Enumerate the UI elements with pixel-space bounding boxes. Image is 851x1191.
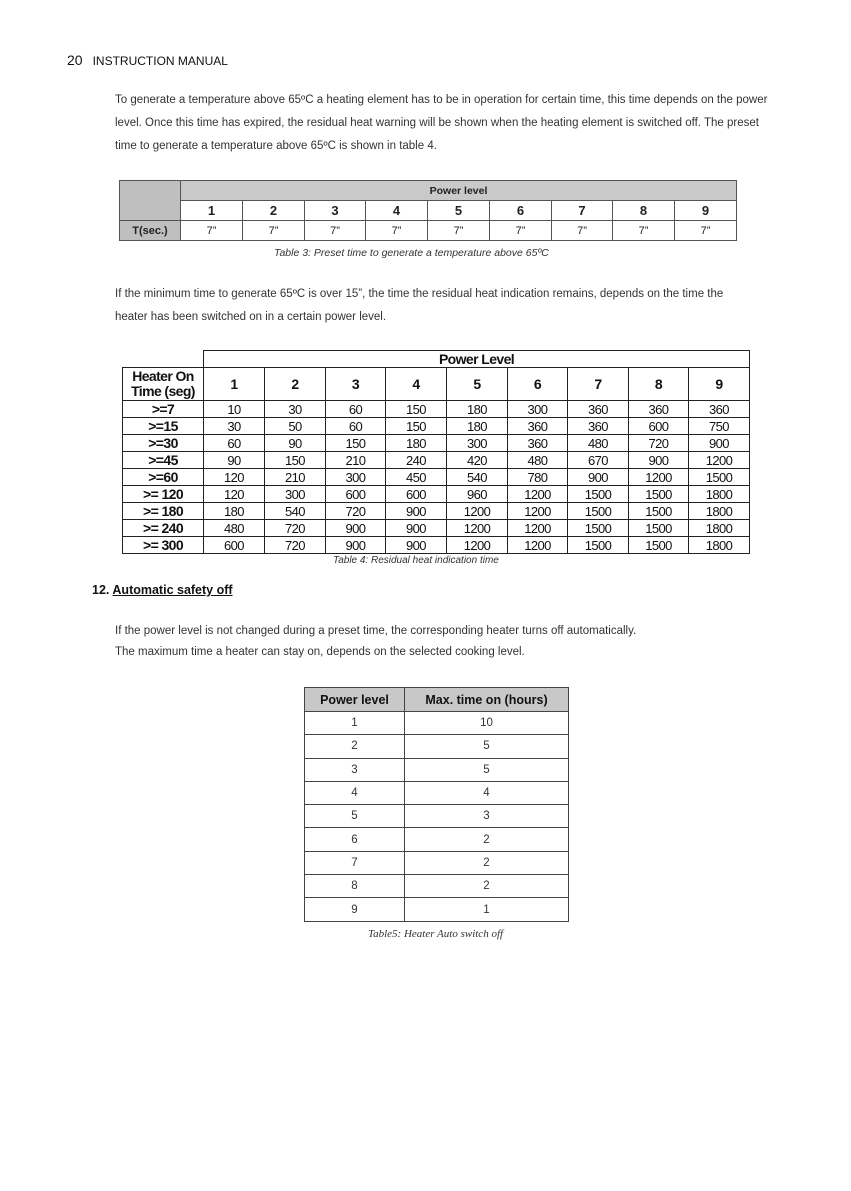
table4-level-header: 3 — [326, 368, 386, 401]
table4-row-label: >= 180 — [123, 503, 204, 520]
table4-cell: 300 — [265, 486, 326, 503]
manual-title: INSTRUCTION MANUAL — [92, 54, 228, 68]
table4-cell: 1500 — [689, 469, 750, 486]
table4-cell: 720 — [265, 520, 326, 537]
table4-cell: 120 — [204, 469, 265, 486]
table3-level-header: 6 — [490, 201, 552, 221]
table4-cell: 600 — [629, 418, 689, 435]
table4-cell: 540 — [447, 469, 508, 486]
table3-level-header: 4 — [366, 201, 428, 221]
table4-cell: 150 — [386, 401, 447, 418]
table4-cell: 60 — [326, 401, 386, 418]
auto-switch-off-table — [304, 687, 569, 922]
table4-cell: 150 — [326, 435, 386, 452]
table4-cell: 30 — [265, 401, 326, 418]
table-row — [123, 418, 750, 435]
table4-cell: 300 — [447, 435, 508, 452]
table4-cell: 1500 — [568, 537, 629, 554]
table5-level-cell: 1 — [305, 712, 405, 735]
table4-cell: 1200 — [629, 469, 689, 486]
table4-row-label: >= 240 — [123, 520, 204, 537]
table4-cell: 900 — [386, 537, 447, 554]
table-row — [305, 781, 569, 804]
table4-corner-line2: Time (seg) — [131, 383, 195, 399]
table5-level-cell: 6 — [305, 828, 405, 851]
table4-cell: 360 — [508, 418, 568, 435]
table4-cell: 150 — [386, 418, 447, 435]
table3-level-header: 2 — [243, 201, 305, 221]
table-row — [123, 520, 750, 537]
minimum-time-paragraph: If the minimum time to generate 65ºC is over 15”, the time the residual heat indication remains, depends on the time the heater has been switched on in a certain power level. — [115, 288, 724, 323]
table4-row-label: >= 300 — [123, 537, 204, 554]
table4-cell: 1500 — [629, 537, 689, 554]
table5-col1-header: Power level — [305, 688, 405, 712]
table4-caption: Table 4: Residual heat indication time — [333, 555, 499, 566]
table3-level-header: 9 — [675, 201, 737, 221]
page-header — [67, 52, 228, 68]
table5-hours-cell: 3 — [405, 805, 569, 828]
table4-cell: 1500 — [629, 486, 689, 503]
table-row — [123, 401, 750, 418]
table-row — [123, 435, 750, 452]
table4-row-label: >=15 — [123, 418, 204, 435]
table4-level-header: 9 — [689, 368, 750, 401]
table3-level-header: 7 — [552, 201, 613, 221]
table4-cell: 420 — [447, 452, 508, 469]
table4-cell: 600 — [204, 537, 265, 554]
table4-cell: 10 — [204, 401, 265, 418]
table-row — [123, 503, 750, 520]
table4-cell: 1200 — [447, 520, 508, 537]
table4-cell: 900 — [629, 452, 689, 469]
table3-caption: Table 3: Preset time to generate a temperature above 65ºC — [274, 247, 549, 259]
table5-level-cell: 4 — [305, 781, 405, 804]
table4-cell: 670 — [568, 452, 629, 469]
table3-group-header: Power level — [181, 181, 737, 201]
table4-cell: 1500 — [568, 520, 629, 537]
table4-cell: 180 — [447, 401, 508, 418]
page-number: 20 — [67, 52, 83, 68]
table4-cell: 480 — [508, 452, 568, 469]
table4-cell: 360 — [689, 401, 750, 418]
table5-hours-cell: 5 — [405, 758, 569, 781]
table4-cell: 1500 — [568, 486, 629, 503]
auto-off-paragraph-1: If the power level is not changed during a preset time, the corresponding heater turns off automatically. — [115, 625, 637, 637]
table5-level-cell: 9 — [305, 898, 405, 921]
table4-level-header: 1 — [204, 368, 265, 401]
table3-cell: 7” — [490, 221, 552, 241]
table4-cell: 1200 — [508, 486, 568, 503]
table4-group-header: Power Level — [204, 351, 750, 368]
table4-row-label: >= 120 — [123, 486, 204, 503]
table5-hours-cell: 10 — [405, 712, 569, 735]
table3-level-header: 3 — [305, 201, 366, 221]
table5-level-cell: 8 — [305, 875, 405, 898]
preset-time-table — [119, 180, 737, 241]
table3-cell: 7” — [366, 221, 428, 241]
table-row — [305, 828, 569, 851]
table-row — [305, 712, 569, 735]
table5-level-cell: 5 — [305, 805, 405, 828]
table4-cell: 60 — [204, 435, 265, 452]
table4-cell: 900 — [386, 520, 447, 537]
table4-cell: 180 — [447, 418, 508, 435]
table4-cell: 30 — [204, 418, 265, 435]
table4-cell: 360 — [568, 418, 629, 435]
table4-level-header: 5 — [447, 368, 508, 401]
table4-cell: 1200 — [689, 452, 750, 469]
table4-cell: 150 — [265, 452, 326, 469]
table4-cell: 1500 — [629, 503, 689, 520]
intro-paragraph: To generate a temperature above 65ºC a heating element has to be in operation for certain time, this time depends on the power level. Once this time has expired, the residual heat warning will be shown when the heating element is switched off. The preset time to generate a temperature above 65ºC is shown in table 4. — [115, 94, 768, 152]
table4-row-label: >=60 — [123, 469, 204, 486]
section-number: 12. — [92, 583, 110, 597]
table4-cell: 1500 — [629, 520, 689, 537]
section-heading — [92, 583, 233, 597]
table-row — [305, 851, 569, 874]
table4-cell: 720 — [265, 537, 326, 554]
section-title: Automatic safety off — [112, 583, 233, 597]
table3-level-header: 5 — [428, 201, 490, 221]
table4-cell: 180 — [204, 503, 265, 520]
table5-hours-cell: 2 — [405, 828, 569, 851]
table4-cell: 300 — [508, 401, 568, 418]
table5-hours-cell: 2 — [405, 875, 569, 898]
table4-cell: 450 — [386, 469, 447, 486]
table4-cell: 900 — [386, 503, 447, 520]
table3-level-header: 8 — [613, 201, 675, 221]
table4-cell: 600 — [326, 486, 386, 503]
table5-hours-cell: 5 — [405, 735, 569, 758]
table-row — [123, 537, 750, 554]
table4-cell: 210 — [326, 452, 386, 469]
table4-level-header: 2 — [265, 368, 326, 401]
table4-level-header: 8 — [629, 368, 689, 401]
table-row — [305, 875, 569, 898]
table-row — [305, 735, 569, 758]
table4-cell: 720 — [326, 503, 386, 520]
table4-cell: 300 — [326, 469, 386, 486]
table4-cell: 540 — [265, 503, 326, 520]
table4-cell: 1200 — [447, 537, 508, 554]
table3-row-label: T(sec.) — [120, 221, 181, 241]
table4-cell: 900 — [326, 520, 386, 537]
table-row — [305, 758, 569, 781]
table3-corner — [120, 181, 181, 221]
table5-level-cell: 7 — [305, 851, 405, 874]
table4-cell: 480 — [568, 435, 629, 452]
table4-cell: 1500 — [568, 503, 629, 520]
table4-cell: 1200 — [447, 503, 508, 520]
table3-level-header: 1 — [181, 201, 243, 221]
table4-cell: 780 — [508, 469, 568, 486]
auto-off-paragraph-2: The maximum time a heater can stay on, depends on the selected cooking level. — [115, 646, 525, 658]
table4-cell: 1800 — [689, 537, 750, 554]
table4-cell: 1200 — [508, 520, 568, 537]
table4-cell: 900 — [689, 435, 750, 452]
table5-level-cell: 3 — [305, 758, 405, 781]
table3-cell: 7” — [613, 221, 675, 241]
table3-cell: 7” — [675, 221, 737, 241]
table4-cell: 600 — [386, 486, 447, 503]
table5-caption: Table5: Heater Auto switch off — [368, 928, 504, 940]
table4-cell: 480 — [204, 520, 265, 537]
table4-corner-line1: Heater On — [132, 368, 194, 384]
table4-cell: 900 — [568, 469, 629, 486]
table4-row-label: >=30 — [123, 435, 204, 452]
table5-level-cell: 2 — [305, 735, 405, 758]
table4-cell: 180 — [386, 435, 447, 452]
table4-cell: 720 — [629, 435, 689, 452]
table4-empty-cell — [123, 351, 204, 368]
table3-cell: 7” — [181, 221, 243, 241]
table4-cell: 60 — [326, 418, 386, 435]
table-row — [123, 486, 750, 503]
table5-col2-header: Max. time on (hours) — [405, 688, 569, 712]
table4-level-header: 7 — [568, 368, 629, 401]
table-row — [123, 469, 750, 486]
table4-cell: 360 — [629, 401, 689, 418]
table4-cell: 960 — [447, 486, 508, 503]
table-row — [305, 898, 569, 921]
table4-cell: 1200 — [508, 537, 568, 554]
table4-cell: 90 — [204, 452, 265, 469]
table3-cell: 7” — [552, 221, 613, 241]
table4-cell: 120 — [204, 486, 265, 503]
table4-level-header: 6 — [508, 368, 568, 401]
table4-corner-header — [123, 368, 204, 401]
table4-row-label: >=7 — [123, 401, 204, 418]
table-row — [123, 452, 750, 469]
table5-hours-cell: 2 — [405, 851, 569, 874]
table3-cell: 7” — [428, 221, 490, 241]
residual-heat-table — [122, 350, 750, 554]
table4-cell: 750 — [689, 418, 750, 435]
table5-hours-cell: 1 — [405, 898, 569, 921]
table3-cell: 7” — [243, 221, 305, 241]
table4-cell: 360 — [508, 435, 568, 452]
table4-cell: 240 — [386, 452, 447, 469]
table4-cell: 90 — [265, 435, 326, 452]
table4-cell: 1800 — [689, 503, 750, 520]
table4-level-header: 4 — [386, 368, 447, 401]
table4-cell: 210 — [265, 469, 326, 486]
table4-cell: 1800 — [689, 520, 750, 537]
table4-cell: 1200 — [508, 503, 568, 520]
table4-cell: 50 — [265, 418, 326, 435]
table-row — [305, 805, 569, 828]
table5-hours-cell: 4 — [405, 781, 569, 804]
table4-cell: 360 — [568, 401, 629, 418]
table4-cell: 1800 — [689, 486, 750, 503]
table3-cell: 7” — [305, 221, 366, 241]
table4-row-label: >=45 — [123, 452, 204, 469]
table4-cell: 900 — [326, 537, 386, 554]
